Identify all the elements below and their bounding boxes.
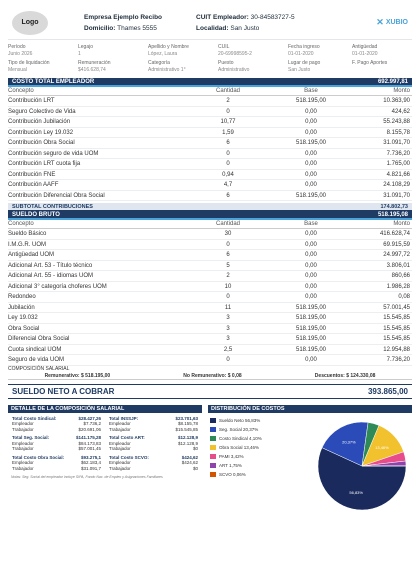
- monto-cell: 1.765,00: [386, 161, 410, 167]
- legend-swatch: [210, 445, 216, 450]
- concepto-cell: I.M.G.R. UOM: [8, 241, 46, 248]
- concepto-cell: Seguro de vida UOM: [8, 357, 65, 363]
- table-row: [8, 138, 412, 149]
- cantidad-cell: 30: [224, 231, 232, 237]
- concepto-cell: Seguro Colectivo de Vida: [8, 108, 76, 115]
- info-cell: [148, 60, 218, 76]
- brand-x-icon: ✕: [376, 17, 384, 27]
- cantidad-cell: 5: [226, 262, 230, 269]
- table-row: [8, 355, 412, 366]
- distribucion-costos: [208, 405, 412, 516]
- detalle-block-total-value: $141.175,28: [75, 435, 101, 440]
- col-monto: Monto: [393, 221, 410, 227]
- col-monto: Monto: [393, 88, 410, 94]
- info-label: Lugar de pago: [288, 60, 321, 66]
- legend-item: [210, 443, 292, 452]
- concepto-cell: Contribución LRT cuota fija: [8, 161, 81, 167]
- detalle-block: [8, 455, 105, 472]
- detalle-line-label: Trabajador: [109, 426, 131, 432]
- monto-cell: 3.806,01: [386, 262, 410, 269]
- table-row: [8, 159, 412, 170]
- base-cell: 518.195,00: [295, 98, 327, 104]
- info-value: Mensual: [8, 67, 27, 73]
- localidad-value: San Justo: [230, 24, 260, 32]
- table-row: [8, 345, 412, 356]
- detalle-block-total-value: $12.128,9: [177, 435, 198, 440]
- detalle-line-label: Trabajador: [109, 465, 131, 471]
- monto-cell: 69.915,59: [383, 241, 410, 248]
- monto-cell: 24.108,29: [383, 182, 410, 188]
- distribucion-title: DISTRIBUCIÓN DE COSTOS: [208, 405, 412, 413]
- detalle-block-title: Total Costo ART:: [109, 435, 145, 440]
- employee-info-grid: [8, 44, 412, 76]
- concepto-cell: Ley 19.032: [8, 315, 38, 321]
- sueldo-rows: [8, 229, 412, 366]
- bottom-section: [8, 405, 412, 516]
- monto-cell: 8.155,78: [386, 129, 410, 136]
- monto-cell: 24.997,72: [383, 252, 410, 258]
- legend-item: [210, 452, 292, 461]
- detalle-line-label: Trabajador: [12, 446, 34, 451]
- detalle-line-label: Empleador: [12, 440, 34, 446]
- composicion-label: COMPOSICIÓN SALARIAL: [8, 365, 70, 372]
- monto-cell: 7.736,20: [386, 357, 410, 363]
- legend-swatch: [210, 427, 216, 432]
- legend-item: [210, 461, 292, 470]
- concepto-cell: Contribución Obra Social: [8, 140, 75, 146]
- table-row: [8, 303, 412, 314]
- costo-rows: [8, 96, 412, 201]
- detalle-line-label: Empleador: [109, 421, 131, 426]
- monto-cell: 424,62: [391, 108, 410, 115]
- concepto-cell: Sueldo Básico: [8, 231, 47, 237]
- base-cell: 518.195,00: [295, 315, 327, 321]
- detalle-line: [109, 446, 198, 452]
- detalle-block: [8, 435, 105, 452]
- detalle-line-label: Empleador: [109, 440, 131, 446]
- cantidad-cell: 1,59: [222, 129, 234, 136]
- info-cell: [352, 44, 412, 60]
- concepto-cell: Contribución seguro de vida UOM: [8, 150, 99, 157]
- col-base: Base: [304, 88, 318, 94]
- base-cell: 0,00: [305, 119, 317, 125]
- info-cell: [148, 44, 218, 60]
- info-label: Período: [8, 44, 26, 50]
- sueldo-neto-label: SUELDO NETO A COBRAR: [12, 386, 115, 396]
- table-row: [8, 229, 412, 240]
- col-concepto: Concepto: [8, 221, 34, 227]
- employer-info: [196, 12, 295, 34]
- detalle-block: [8, 416, 105, 433]
- concepto-cell: Contribución Diferencial Obra Social: [8, 192, 105, 199]
- info-value: López, Laura: [148, 51, 178, 57]
- monto-cell: 416.628,74: [379, 231, 410, 237]
- legend-swatch: [210, 418, 216, 423]
- detalle-line-value: $8.155,78: [177, 421, 198, 426]
- base-cell: 0,00: [305, 241, 317, 248]
- detalle-line-label: Empleador: [12, 460, 34, 465]
- table-row: [8, 117, 412, 128]
- info-cell: [288, 60, 352, 76]
- detalle-line-value: $62.183,4: [80, 460, 101, 465]
- info-label: Apellido y Nombre: [148, 44, 189, 50]
- base-cell: 518.195,00: [295, 325, 327, 332]
- legend-item: [210, 470, 292, 479]
- base-cell: 0,00: [305, 357, 317, 363]
- table-row: [8, 334, 412, 345]
- table-row: [8, 250, 412, 261]
- monto-cell: 31.091,70: [383, 192, 410, 199]
- sueldo-bruto-title: SUELDO BRUTO: [12, 211, 60, 218]
- concepto-cell: Contribución AAFF: [8, 182, 59, 188]
- detalle-line: [109, 427, 198, 433]
- base-cell: 0,00: [305, 161, 317, 167]
- col-cantidad: Cantidad: [215, 88, 241, 94]
- concepto-cell: Contribución Ley 19.032: [8, 129, 74, 136]
- table-row: [8, 180, 412, 191]
- base-cell: 0,00: [305, 150, 317, 157]
- info-value: Administrativo 1°: [148, 67, 186, 73]
- company-info: [84, 12, 162, 34]
- info-cell: [218, 44, 288, 60]
- brand-name: XUBIO: [385, 19, 408, 26]
- detalle-composicion: [8, 405, 202, 516]
- cantidad-cell: 2: [226, 273, 230, 279]
- subtotal-value: 174.802,73: [380, 204, 408, 210]
- detalle-line-label: Empleador: [12, 421, 34, 426]
- info-label: Tipo de liquidación: [8, 60, 50, 66]
- info-cell: [78, 44, 148, 60]
- info-cell: [288, 44, 352, 60]
- monto-cell: 7.736,20: [386, 150, 410, 157]
- concepto-cell: Contribución LRT: [8, 98, 55, 104]
- base-cell: 518.195,00: [295, 192, 327, 199]
- cantidad-cell: 2: [226, 98, 230, 104]
- legend-swatch: [210, 454, 216, 459]
- table-row: [8, 324, 412, 335]
- info-label: Legajo: [78, 44, 94, 50]
- monto-cell: 15.545,85: [383, 336, 410, 342]
- base-cell: 0,00: [305, 262, 317, 269]
- legend-label: Costo Sindical 4,10%: [219, 435, 262, 441]
- table-row: [8, 292, 412, 303]
- legend-label: SCVO 0,06%: [219, 471, 246, 477]
- table-row: [8, 149, 412, 160]
- table-row: [8, 128, 412, 139]
- table-row: [8, 170, 412, 181]
- detalle-line-value: $20.691,06: [78, 426, 101, 432]
- legend-swatch: [210, 463, 216, 468]
- info-value: San Justo: [288, 67, 311, 73]
- info-value: $416.628,74: [78, 67, 106, 73]
- concepto-cell: Contribución FNE: [8, 171, 56, 178]
- cantidad-cell: 11: [224, 304, 232, 311]
- pie-data-label: 13,46%: [375, 444, 389, 450]
- brand-logo: [376, 17, 408, 28]
- detalle-block-total-value: $93.275,1: [80, 454, 101, 460]
- legend-item: [210, 416, 292, 425]
- cantidad-cell: 6: [226, 192, 230, 199]
- detalle-block-title: Total Costo Sindical:: [12, 415, 57, 421]
- col-concepto: Concepto: [8, 88, 34, 94]
- base-cell: 518.195,00: [295, 304, 327, 311]
- base-cell: 518.195,00: [295, 346, 327, 353]
- detalle-line-label: Trabajador: [109, 446, 131, 451]
- table-row: [8, 191, 412, 202]
- detalle-block-title: Total Costo SCVO:: [109, 454, 149, 460]
- domicilio-value: Thames 5555: [117, 24, 157, 32]
- info-label: Puesto: [218, 60, 234, 66]
- detalle-block-title: Total INSSJP:: [109, 415, 139, 421]
- base-cell: 518.195,00: [295, 336, 327, 342]
- detalle-block-total-value: $23.701,63: [175, 415, 198, 421]
- subtotal-contribuciones: [8, 203, 412, 211]
- detalle-block-title: Total Costo Obra Social:: [12, 454, 65, 460]
- info-label: Antigüedad: [352, 44, 378, 50]
- table-row: [8, 282, 412, 293]
- concepto-cell: Adicional Art. 55 - idiomas UOM: [8, 273, 94, 279]
- remunerativo: Remunerativo: $ 518.195,00: [44, 372, 111, 379]
- table-row: [8, 240, 412, 251]
- concepto-cell: Jubilación: [8, 304, 35, 311]
- monto-cell: 15.545,85: [383, 315, 410, 321]
- base-cell: 0,00: [305, 252, 317, 258]
- col-cantidad: Cantidad: [215, 221, 241, 227]
- concepto-cell: Adicional 3° categoría choferes UOM: [8, 283, 107, 290]
- concepto-cell: Diferencial Obra Social: [8, 336, 70, 342]
- distribucion-body: [208, 416, 412, 516]
- info-value: 1: [78, 51, 81, 57]
- monto-cell: 1.986,28: [386, 283, 410, 290]
- detalle-line-value: $0: [192, 465, 198, 471]
- cantidad-cell: 0: [226, 294, 230, 300]
- detalle-line-label: Empleador: [109, 460, 131, 465]
- cantidad-cell: 10,77: [220, 119, 236, 125]
- concepto-cell: Contribución Jubilación: [8, 119, 71, 125]
- legend-swatch: [210, 436, 216, 441]
- header: [8, 6, 412, 40]
- info-label: CUIL: [218, 44, 230, 50]
- costo-total-bar: [8, 78, 412, 87]
- detalle-line: [12, 466, 101, 472]
- pie-legend: [208, 416, 292, 516]
- table-row: [8, 107, 412, 118]
- detalle-line: [109, 466, 198, 472]
- cantidad-cell: 4,7: [223, 182, 233, 188]
- legend-label: Sueldo Neto 56,83%: [219, 417, 261, 423]
- info-value: 01-01-2020: [352, 51, 378, 57]
- info-value: 20-69998595-2: [218, 51, 252, 57]
- cantidad-cell: 6: [226, 252, 230, 258]
- monto-cell: 31.091,70: [383, 140, 410, 146]
- cantidad-cell: 0: [226, 108, 230, 115]
- monto-cell: 15.545,85: [383, 325, 410, 332]
- cantidad-cell: 3: [226, 315, 230, 321]
- company-name: Empresa Ejemplo Recibo: [84, 13, 163, 21]
- monto-cell: 860,66: [391, 273, 410, 279]
- detalle-grid: [8, 416, 202, 472]
- legend-label: PAMI 3,42%: [219, 453, 244, 459]
- cantidad-cell: 0,94: [222, 171, 234, 178]
- detalle-block: [105, 455, 202, 472]
- info-value: Junio 2026: [8, 51, 33, 57]
- base-cell: 0,00: [305, 273, 317, 279]
- info-label: Categoría: [148, 60, 170, 66]
- localidad-label: Localidad:: [196, 24, 229, 32]
- cantidad-cell: 0: [226, 161, 230, 167]
- payslip-page: [8, 6, 412, 516]
- costo-total-value: 692.997,81: [377, 78, 408, 85]
- detalle-line-value: $12.128,9: [177, 440, 198, 446]
- legend-swatch: [210, 472, 216, 477]
- detalle-line-value: $7.736,2: [83, 421, 101, 426]
- base-cell: 0,00: [305, 182, 317, 188]
- detalle-block-total-value: $424,62: [181, 454, 198, 460]
- detalle-line-value: $424,62: [181, 460, 198, 465]
- cantidad-cell: 6: [226, 140, 230, 146]
- base-cell: 0,00: [305, 231, 317, 237]
- monto-cell: 0,08: [398, 294, 410, 300]
- info-value: 01-01-2020: [288, 51, 314, 57]
- base-cell: 0,00: [305, 283, 317, 290]
- concepto-cell: Antigüedad UOM: [8, 252, 55, 258]
- info-label: F. Pago Aportes: [352, 60, 388, 66]
- sueldo-neto: [8, 384, 412, 399]
- detalle-line-value: $15.545,85: [175, 426, 198, 432]
- concepto-cell: Adicional Art. 53 - Título técnico: [8, 262, 93, 269]
- detalle-line: [12, 427, 101, 433]
- costo-column-headers: [8, 87, 412, 96]
- col-base: Base: [304, 221, 318, 227]
- monto-cell: 4.821,66: [386, 171, 410, 178]
- info-cell: [352, 60, 412, 76]
- table-row: [8, 261, 412, 272]
- cantidad-cell: 0: [226, 241, 230, 248]
- pie-data-label: 56,83%: [349, 489, 363, 495]
- cantidad-cell: 0: [226, 150, 230, 157]
- table-row: [8, 313, 412, 324]
- monto-cell: 55.243,88: [383, 119, 410, 125]
- cuit-value: 30-84583727-5: [250, 13, 295, 21]
- concepto-cell: Cuota sindical UOM: [8, 346, 62, 353]
- composicion-totals: [8, 372, 412, 380]
- sueldo-neto-value: 393.865,00: [367, 386, 408, 396]
- info-cell: [8, 44, 78, 60]
- base-cell: 0,00: [305, 129, 317, 136]
- cantidad-cell: 2,5: [223, 346, 233, 353]
- monto-cell: 57.001,45: [383, 304, 410, 311]
- table-row: [8, 271, 412, 282]
- info-cell: [218, 60, 288, 76]
- cantidad-cell: 3: [226, 336, 230, 342]
- monto-cell: 10.363,90: [383, 98, 410, 104]
- table-row: [8, 96, 412, 107]
- monto-cell: 12.954,88: [383, 346, 410, 353]
- detalle-line-value: $57.001,45: [78, 446, 101, 451]
- detalle-line-label: Trabajador: [12, 426, 34, 432]
- detalle-line: [12, 446, 101, 452]
- base-cell: 0,00: [305, 171, 317, 178]
- detalle-line-value: $31.091,7: [80, 465, 101, 471]
- info-value: Administrativo: [218, 67, 250, 73]
- costo-total-title: COSTO TOTAL EMPLEADOR: [12, 78, 95, 85]
- base-cell: 0,00: [305, 294, 317, 300]
- cantidad-cell: 10: [224, 283, 232, 290]
- sueldo-bruto-bar: [8, 211, 412, 220]
- legend-label: Seg. Social 20,37%: [219, 426, 259, 432]
- concepto-cell: Obra Social: [8, 325, 40, 332]
- detalle-block-title: Total Seg. Social:: [12, 435, 50, 440]
- legend-label: Obra Social 13,46%: [219, 444, 260, 450]
- info-cell: [78, 60, 148, 76]
- concepto-cell: Redondeo: [8, 294, 36, 300]
- info-label: Remuneración: [78, 60, 111, 66]
- no-remunerativo: No Remunerativo: $ 0,08: [183, 372, 242, 379]
- pie-chart: [292, 416, 410, 516]
- detalle-title: DETALLE DE LA COMPOSICIÓN SALARIAL: [8, 405, 202, 413]
- sueldo-bruto-value: 518.195,08: [377, 211, 408, 218]
- info-label: Fecha ingreso: [288, 44, 320, 50]
- descuentos: Descuentos: $ 124.330,08: [314, 372, 376, 379]
- legend-item: [210, 434, 292, 443]
- detalle-line-value: $0: [192, 446, 198, 451]
- sueldo-column-headers: [8, 220, 412, 229]
- pie-data-label: 20,37%: [342, 439, 356, 445]
- cuit-label: CUIT Empleador:: [196, 13, 249, 21]
- detalle-line-label: Trabajador: [12, 465, 34, 471]
- detalle-block: [105, 435, 202, 452]
- cantidad-cell: 0: [226, 357, 230, 363]
- base-cell: 518.195,00: [295, 140, 327, 146]
- base-cell: 0,00: [305, 108, 317, 115]
- detalle-block-total-value: $28.427,26: [78, 415, 101, 421]
- domicilio-label: Domicilio:: [84, 24, 116, 32]
- legend-item: [210, 425, 292, 434]
- company-logo: Logo: [12, 11, 48, 35]
- cantidad-cell: 3: [226, 325, 230, 332]
- detalle-line-value: $84.173,83: [78, 440, 101, 446]
- legend-label: ART 1,75%: [219, 462, 242, 468]
- info-cell: [8, 60, 78, 76]
- detalle-block: [105, 416, 202, 433]
- subtotal-label: SUBTOTAL CONTRIBUCIONES: [12, 204, 93, 210]
- detalle-note: Notas: Seg. Social del empleador incluye SIPA, Fondo Nac. de Empleo y Asignaciones Familiares: [11, 475, 163, 479]
